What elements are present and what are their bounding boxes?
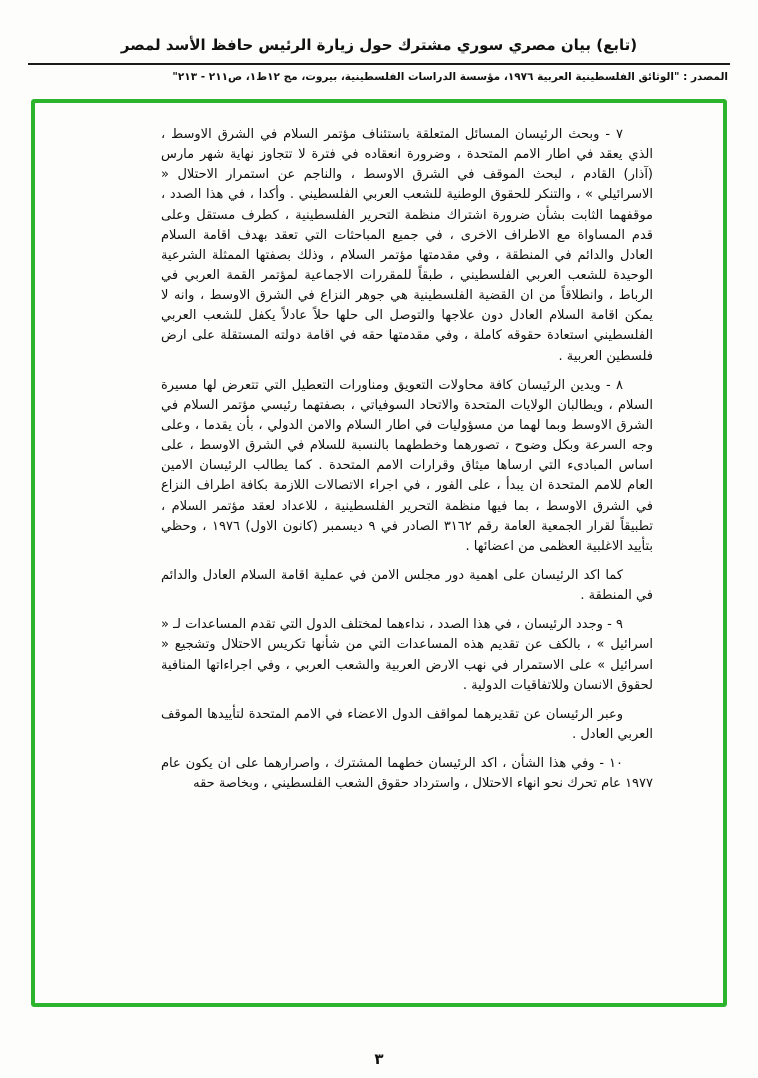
page-number: ٣ [374, 1050, 384, 1068]
document-title: (تابع) بيان مصري سوري مشترك حول زيارة الرئيس حافظ الأسد لمصر [120, 36, 638, 54]
body-text [35, 103, 723, 794]
paragraph-9-continuation: وعبر الرئيسان عن تقديرهما لمواقف الدول الاعضاء في الامم المتحدة لتأييدها الموقف العربي العادل . [161, 706, 653, 742]
source-line: المصدر : "الوثائق الفلسطينية العربية ١٩٧٦، مؤسسة الدراسات الفلسطينية، بيروت، مج ١٢ط١، ص٢١١ - ٢١٣" [172, 71, 728, 83]
header-divider [28, 63, 730, 65]
paragraph-8: ٨ - ويدين الرئيسان كافة محاولات التعويق ومناورات التعطيل التي تتعرض لها مسيرة السلام ، ويطالبان الولايات المتحدة والاتحاد السوفياتي ، بصفتهما رئيسي مؤتمر السلام في الشرق الاوسط وبما لهما من مسؤوليات في اطار السلام والامن الدولي ، بأن يقدما ، وعلى وجه السرعة وبكل وضوح ، تصورهما وخططهما بالنسبة للسلام في الشرق الاوسط ، على اساس المبادىء التي ارساها ميثاق وقرارات الامم المتحدة . كما يطالب الرئيسان الامين العام للامم المتحدة ان يبدأ ، على الفور ، في اجراء الاتصالات اللازمة بكافة اطراف النزاع في الشرق الاوسط ، بما فيها منظمة التحرير الفلسطينية ، للاعداد لعقد مؤتمر السلام ، تطبيقاً لقرار الجمعية العامة رقم ٣١٦٢ الصادر في ٩ ديسمبر (كانون الاول) ١٩٧٦ ، وحظي بتأييد الاغلبية العظمى من اعضائها . [161, 377, 654, 554]
paragraph-10: ١٠ - وفي هذا الشأن ، اكد الرئيسان خطهما المشترك ، واصرارهما على ان يكون عام ١٩٧٧ عام تحرك نحو انهاء الاحتلال ، واسترداد حقوق الشعب الفلسطيني ، وبخاصة حقه [161, 756, 653, 792]
paragraph-8-continuation: كما اكد الرئيسان على اهمية دور مجلس الامن في عملية اقامة السلام العادل والدائم في المنطقة . [161, 567, 653, 604]
document-header [0, 0, 758, 83]
paragraph-9: ٩ - وجدد الرئيسان ، في هذا الصدد ، نداءهما لمختلف الدول التي تقدم المساعدات لـ « اسرائيل » ، بالكف عن تقديم هذه المساعدات التي من شأنها تكريس الاحتلال وتشجيع « اسرائيل » على الاستمرار في نهب الارض العربية والشعب العربي ، وفي اجراءاتها المنافية لحقوق الانسان وللاتفاقيات الدولية . [161, 617, 653, 693]
content-frame [31, 99, 727, 1007]
paragraph-7: ٧ - وبحث الرئيسان المسائل المتعلقة باستئناف مؤتمر السلام في الشرق الاوسط ، الذي يعقد في اطار الامم المتحدة ، وضرورة انعقاده في فترة لا تتجاوز نهاية شهر مارس (آذار) القادم ، لبحث الموقف في الشرق الاوسط ، والناجم عن استمرار الاحتلال « الاسرائيلي » ، والتنكر للحقوق الوطنية للشعب العربي الفلسطيني . وأكدا ، في هذا الصدد ، موقفهما الثابت بشأن ضرورة اشتراك منظمة التحرير الفلسطينية ، كطرف مستقل وعلى قدم المساواة مع الاطراف الاخرى ، في جميع المباحثات التي تعقد بهدف اقامة السلام العادل والدائم في المنطقة ، وفي مقدمتها مؤتمر السلام ، وذلك بصفتها الممثلة الشرعية الوحيدة للشعب العربي الفلسطيني ، طبقاً للمقررات الاجماعية لمؤتمر القمة العربي في الرباط ، وانطلاقاً من ان القضية الفلسطينية هي جوهر النزاع في الشرق الاوسط ، وانه لا يمكن اقامة السلام العادل دون علاجها والتوصل الى حلها حلاً عادلاً يكفل للشعب العربي الفلسطيني استعادة حقوقه كاملة ، وفي مقدمتها حقه في اقامة دولته المستقلة على ارض فلسطين العربية . [161, 127, 653, 364]
